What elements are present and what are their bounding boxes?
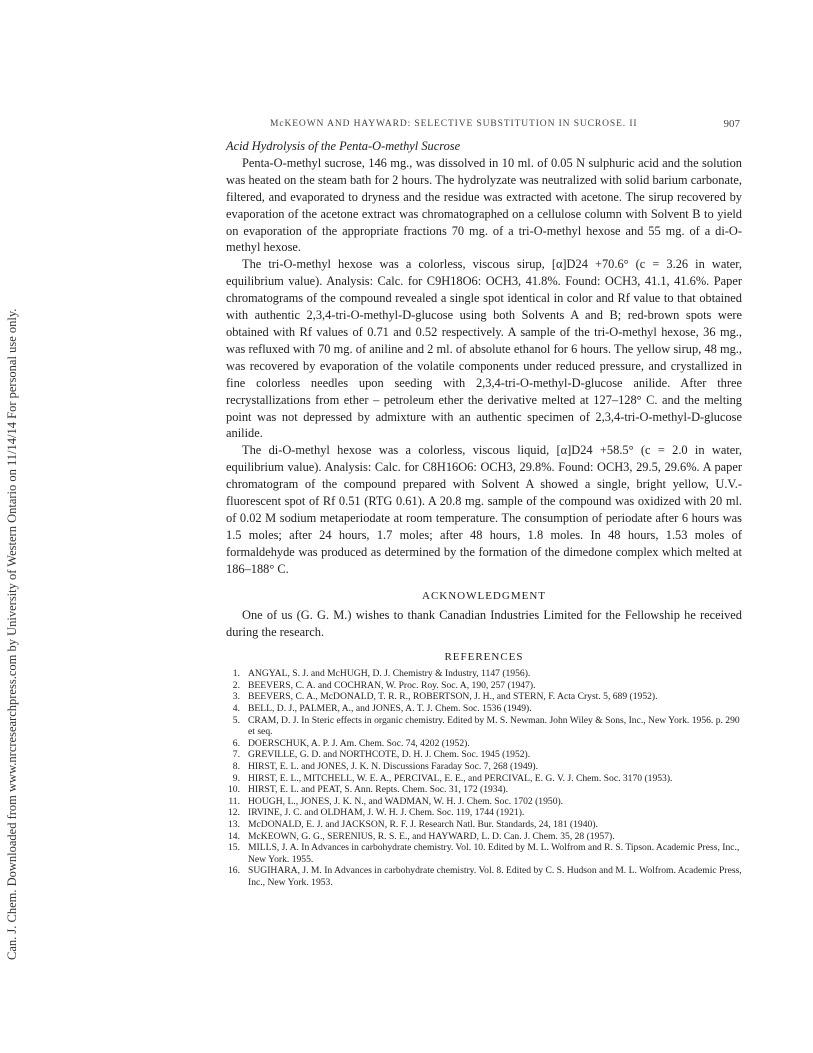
section-heading: Acid Hydrolysis of the Penta-O-methyl Sucrose <box>226 139 461 153</box>
reference-item: 9. HIRST, E. L., MITCHELL, W. E. A., PERCIVAL, E. E., and PERCIVAL, E. G. V. J. Chem. Soc. 3170 (1953). <box>232 772 673 784</box>
reference-item: 7. GREVILLE, G. D. and NORTHCOTE, D. H. J. Chem. Soc. 1945 (1952). <box>232 749 531 761</box>
reference-item: 6. DOERSCHUK, A. P. J. Am. Chem. Soc. 74, 4202 (1952). <box>232 737 470 749</box>
article-body <box>226 138 742 888</box>
running-title: McKEOWN AND HAYWARD: SELECTIVE SUBSTITUTION IN SUCROSE. II <box>270 119 638 129</box>
reference-item: 5. CRAM, D. J. In Steric effects in organic chemistry. Edited by M. S. Newman. John Wiley & Sons, Inc., New York. 1956. p. 290 et seq. <box>232 714 740 738</box>
paragraph: Penta-O-methyl sucrose, 146 mg., was dissolved in 10 ml. of 0.05 N sulphuric acid and the solution was heated on the steam bath for 2 hours. The hydrolyzate was neutralized with solid barium carbonate, filtered, and evaporated to dryness and the residue was extracted with acetone. The sirup recovered by evaporation of the acetone extract was chromatographed on a cellulose column with Solvent B to yield on evaporation of the appropriate fractions 70 mg. of a tri-O-methyl hexose and 55 mg. of a di-O-methyl hexose. <box>226 155 742 255</box>
reference-item: 12. IRVINE, J. C. and OLDHAM, J. W. H. J. Chem. Soc. 119, 1744 (1921). <box>228 807 525 819</box>
reference-item: 8. HIRST, E. L. and JONES, J. K. N. Discussions Faraday Soc. 7, 268 (1949). <box>232 760 539 772</box>
reference-list <box>226 668 742 888</box>
paragraph: The tri-O-methyl hexose was a colorless, viscous sirup, [α]D24 +70.6° (c = 3.26 in water, equilibrium value). Analysis: Calc. for C9H18O6: OCH3, 41.8%. Found: OCH3, 41.1, 41.6%. Paper chromatograms of the compound revealed a single spot identical in color and Rf value to that obtained with authentic 2,3,4-tri-O-methyl-D-glucose using both Solvents A and B; red-brown spots were obtained with Rf values of 0.71 and 0.52 respectively. A sample of the tri-O-methyl hexose, 36 mg., was refluxed with 70 mg. of aniline and 2 ml. of absolute ethanol for 6 hours. The yellow sirup, 48 mg., was recovered by evaporation of the volatile components under reduced pressure, and crystallized in fine colorless needles upon seeding with 2,3,4-tri-O-methyl-D-glucose anilide. After three recrystallizations from ether – petroleum ether the derivative melted at 127–128° C. and the melting point was not depressed by admixture with an authentic specimen of 2,3,4-tri-O-methyl-D-glucose anilide. <box>226 257 742 441</box>
running-header <box>270 119 740 129</box>
reference-item: 1. ANGYAL, S. J. and McHUGH, D. J. Chemistry & Industry, 1147 (1956). <box>232 668 531 680</box>
reference-item: 13. McDONALD, E. J. and JACKSON, R. F. J. Research Natl. Bur. Standards, 24, 181 (1940). <box>228 818 598 830</box>
acknowledgment-text: One of us (G. G. M.) wishes to thank Canadian Industries Limited for the Fellowship he received during the research. <box>226 608 742 640</box>
acknowledgment-heading: ACKNOWLEDGMENT <box>422 589 546 602</box>
reference-item: 16. SUGIHARA, J. M. In Advances in carbohydrate chemistry. Vol. 8. Edited by C. S. Hudson and M. L. Wolfrom. Academic Press, Inc., New York. 1953. <box>228 865 742 888</box>
references-heading: REFERENCES <box>444 651 524 664</box>
download-watermark: Can. J. Chem. Downloaded from www.nrcresearchpress.com by University of Western Ontario on 11/14/14 For personal use only. <box>5 308 19 960</box>
reference-item: 2. BEEVERS, C. A. and COCHRAN, W. Proc. Roy. Soc. A, 190, 257 (1947). <box>232 679 536 691</box>
reference-item: 15. MILLS, J. A. In Advances in carbohydrate chemistry. Vol. 10. Edited by M. L. Wolfrom and R. S. Tipson. Academic Press, Inc., New York. 1955. <box>228 842 740 865</box>
reference-item: 4. BELL, D. J., PALMER, A., and JONES, A. T. J. Chem. Soc. 1536 (1949). <box>232 702 532 714</box>
reference-item: 10. HIRST, E. L. and PEAT, S. Ann. Repts. Chem. Soc. 31, 172 (1934). <box>228 784 508 796</box>
reference-item: 11. HOUGH, L., JONES, J. K. N., and WADMAN, W. H. J. Chem. Soc. 1702 (1950). <box>228 795 564 807</box>
reference-item: 3. BEEVERS, C. A., McDONALD, T. R. R., ROBERTSON, J. H., and STERN, F. Acta Cryst. 5, 689 (1952). <box>232 691 658 703</box>
reference-item: 14. McKEOWN, G. G., SERENIUS, R. S. E., and HAYWARD, L. D. Can. J. Chem. 35, 28 (1957). <box>228 830 615 842</box>
page-number: 907 <box>723 118 740 130</box>
paragraph: The di-O-methyl hexose was a colorless, viscous liquid, [α]D24 +58.5° (c = 2.0 in water, equilibrium value). Analysis: Calc. for C8H16O6: OCH3, 29.8%. Found: OCH3, 29.5, 29.6%. A paper chromatogram of the compound prepared with Solvent A showed a single, bright yellow, U.V.-fluorescent spot of Rf 0.51 (RTG 0.61). A 20.8 mg. sample of the compound was oxidized with 20 ml. of 0.02 M sodium metaperiodate at room temperature. The consumption of periodate after 6 hours was 1.5 moles; after 24 hours, 1.7 moles; after 48 hours, 1.8 moles. In 48 hours, 1.53 moles of formaldehyde was produced as determined by the formation of the dimedone complex which melted at 186–188° C. <box>226 443 742 576</box>
